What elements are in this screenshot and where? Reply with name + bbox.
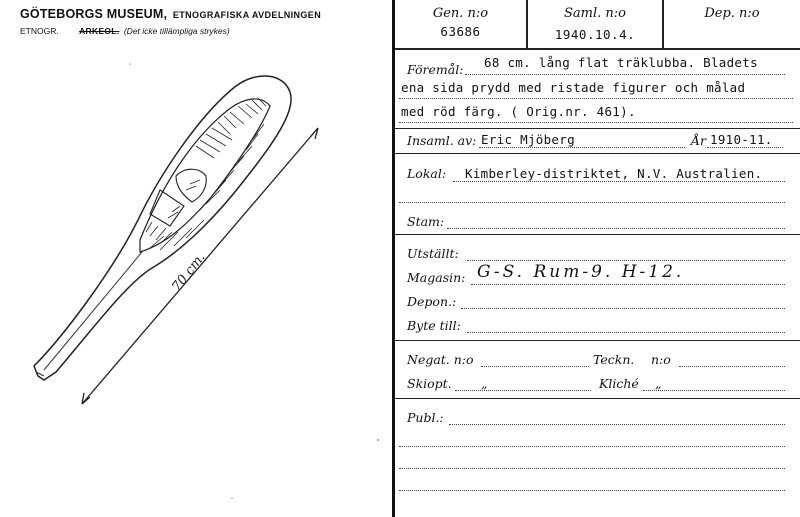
- saml-no-value: 1940.10.4.: [554, 27, 636, 42]
- magasin-label: Magasin:: [407, 270, 466, 285]
- teckn-no-label: n:o: [651, 352, 671, 367]
- magasin-value: G-S. Rum-9. H-12.: [477, 262, 685, 282]
- kliche-label: Kliché: [599, 376, 639, 391]
- publ-dots-4: [399, 490, 785, 491]
- row-line-1: [395, 128, 800, 129]
- utstallt-label: Utställt:: [407, 246, 459, 261]
- skiopt-label: Skiopt.: [407, 376, 452, 391]
- stam-label: Stam:: [407, 214, 445, 229]
- ar-dots: [707, 147, 783, 148]
- foremal-label: Föremål:: [407, 62, 464, 77]
- category-arkeol-struck: ARKEOL.: [79, 26, 120, 36]
- insaml-dots: [479, 147, 685, 148]
- lokal-dots-1: [453, 181, 785, 182]
- dep-no-cell: [664, 0, 800, 48]
- publ-dots-3: [399, 468, 785, 469]
- ar-label: År: [691, 133, 707, 148]
- catalogue-card: [395, 0, 800, 517]
- foremal-dots-2: [399, 98, 793, 99]
- header-bottom-line: [395, 48, 800, 50]
- category-etnogr: ETNOGR.: [20, 26, 59, 36]
- museum-name: GÖTEBORGS MUSEUM,: [20, 7, 168, 21]
- publ-dots-1: [449, 424, 785, 425]
- negat-label: Negat. n:o: [407, 352, 474, 367]
- kliche-dots: [643, 390, 785, 391]
- description-line-3: med röd färg. ( Orig.nr. 461).: [401, 104, 636, 119]
- byte-dots: [467, 332, 785, 333]
- magasin-dots: [471, 284, 785, 285]
- insaml-value: Eric Mjöberg: [481, 132, 575, 147]
- description-line-2: ena sida prydd med ristade figurer och målad: [401, 80, 746, 95]
- teckn-label: Teckn.: [593, 352, 635, 367]
- description-line-1: 68 cm. lång flat träklubba. Bladets: [484, 55, 758, 70]
- depon-label: Depon.:: [407, 294, 457, 309]
- dep-no-label: Dep. n:o: [704, 6, 760, 21]
- club-outline: [34, 76, 291, 380]
- department-name: ETNOGRAFISKA AVDELNINGEN: [172, 10, 322, 20]
- lokal-value: Kimberley-distriktet, N.V. Australien.: [465, 166, 763, 181]
- stam-dots: [447, 228, 785, 229]
- row-line-2: [395, 153, 800, 154]
- publ-label: Publ.:: [407, 410, 444, 425]
- lokal-dots-2: [399, 202, 785, 203]
- kliche-ditto: „: [655, 376, 662, 391]
- publ-dots-2: [399, 446, 785, 447]
- byte-label: Byte till:: [407, 318, 461, 333]
- skiopt-ditto: „: [481, 376, 488, 391]
- lokal-label: Lokal:: [407, 166, 447, 181]
- scale-label: 70 cm.: [169, 250, 209, 295]
- foremal-dots-1: [465, 74, 785, 75]
- utstallt-dots: [467, 260, 785, 261]
- carved-pattern: [140, 98, 270, 252]
- skiopt-dots: [455, 390, 591, 391]
- paper-specks: [129, 63, 379, 499]
- saml-no-cell: [528, 0, 662, 48]
- saml-no-label: Saml. n:o: [564, 6, 626, 21]
- ar-value: 1910-11.: [710, 132, 773, 147]
- gen-no-cell: [395, 0, 526, 48]
- club-drawing: [0, 0, 392, 517]
- row-line-5: [395, 398, 800, 399]
- row-line-3: [395, 234, 800, 235]
- gen-no-value: 63686: [440, 24, 481, 39]
- header-note: (Det icke tillämpliga strykes): [123, 26, 230, 36]
- insaml-label: Insaml. av:: [407, 133, 477, 148]
- row-line-4: [395, 340, 800, 341]
- scale-arrow-top: [311, 128, 318, 139]
- teckn-dots: [679, 366, 785, 367]
- foremal-dots-3: [399, 122, 793, 123]
- depon-dots: [461, 308, 785, 309]
- club-inner-edge: [44, 252, 142, 370]
- negat-dots: [481, 366, 589, 367]
- gen-no-label: Gen. n:o: [432, 6, 489, 21]
